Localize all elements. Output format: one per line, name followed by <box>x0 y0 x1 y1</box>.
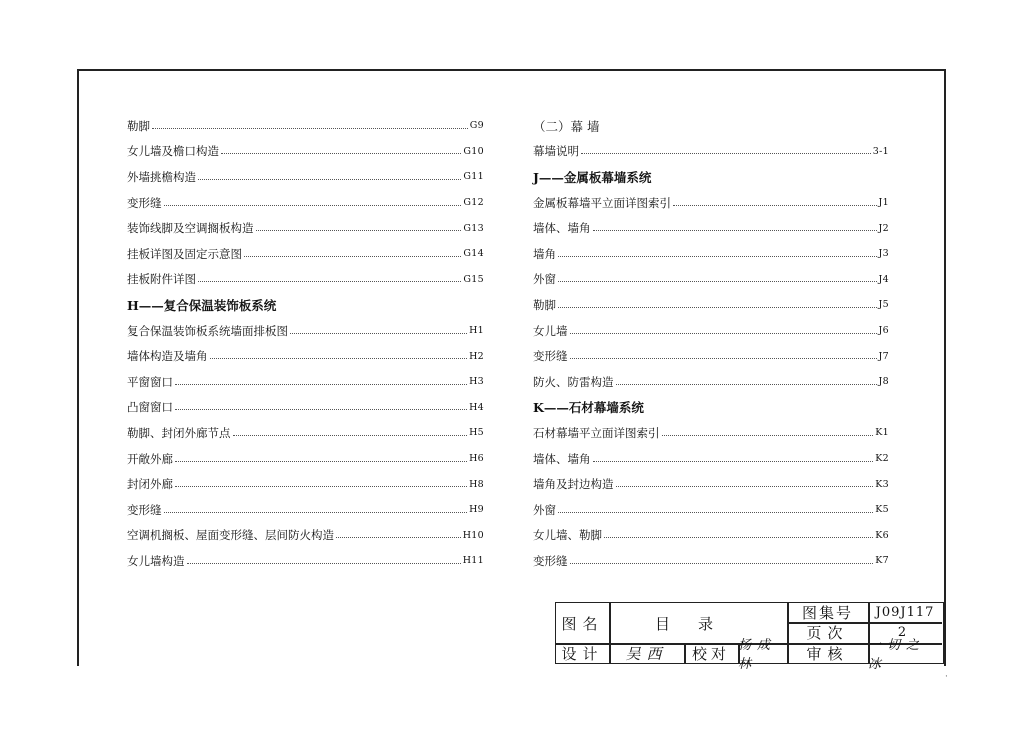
toc-entry-page: H5 <box>469 427 484 439</box>
toc-entry-title: H——复合保温装饰板系统 <box>127 297 277 313</box>
toc-entry-page: K5 <box>875 504 889 516</box>
toc-entry-page: K7 <box>875 555 889 567</box>
toc-entry-page: K1 <box>875 427 889 439</box>
toc-entry-title: 开敞外廊 <box>127 451 173 466</box>
toc-entry-title: 女儿墙 <box>533 323 568 338</box>
toc-left-column <box>127 113 484 574</box>
toc-entry <box>127 215 484 241</box>
dot-leader <box>256 229 462 231</box>
toc-entry <box>127 164 484 190</box>
toc-right-column <box>533 113 889 574</box>
toc-entry-title: 墙体、墙角 <box>533 451 591 466</box>
dot-leader <box>290 332 467 334</box>
scan-speck: · <box>945 672 948 682</box>
toc-entry-title: 金属板幕墙平立面详图索引 <box>533 195 671 210</box>
toc-entry <box>127 139 484 165</box>
toc-entry-title: J——金属板幕墙系统 <box>533 169 652 185</box>
review-label: 审核 <box>806 644 849 663</box>
page-label: 页次 <box>806 624 849 642</box>
checker-signature: 杨成林 <box>738 638 777 672</box>
toc-entry-title: 幕墙说明 <box>533 144 579 159</box>
toc-entry-page: H6 <box>469 453 484 465</box>
toc-entry-page: K2 <box>875 453 889 465</box>
toc-entry-page: H11 <box>462 555 484 567</box>
toc-entry-title: 挂板详图及固定示意图 <box>127 246 242 261</box>
toc-entry <box>533 241 889 267</box>
toc-entry-page: H9 <box>469 504 484 516</box>
toc-entry-page: G10 <box>463 145 484 157</box>
dot-leader <box>616 485 874 487</box>
toc-entry-page: J2 <box>878 222 889 234</box>
dot-leader <box>593 229 877 231</box>
toc-entry-title: 外窗 <box>533 502 556 517</box>
toc-entry-page: G9 <box>469 120 484 132</box>
check-label: 校对 <box>691 644 730 663</box>
toc-entry <box>533 420 889 446</box>
toc-entry <box>533 523 889 549</box>
toc-entry-page: G15 <box>463 273 484 285</box>
toc-entry-page: H2 <box>469 350 484 362</box>
dot-leader <box>198 280 461 282</box>
toc-entry <box>533 471 889 497</box>
toc-entry-page: H8 <box>469 478 484 490</box>
toc-entry <box>127 190 484 216</box>
toc-entry-page: H1 <box>469 325 484 337</box>
dot-leader <box>175 383 467 385</box>
dot-leader <box>581 152 871 154</box>
toc-entry-title: K——石材幕墙系统 <box>533 400 644 416</box>
toc-section-heading <box>127 292 484 318</box>
toc-entry-page: G11 <box>463 171 484 183</box>
toc-entry-page: J4 <box>878 273 889 285</box>
toc-entry-title: 变形缝 <box>127 502 162 517</box>
toc-entry-title: 封闭外廊 <box>127 477 173 492</box>
page-number: 2 <box>897 625 913 640</box>
toc-header <box>533 113 889 139</box>
toc-entry-title: 装饰线脚及空调搁板构造 <box>127 221 254 236</box>
toc-entry-page: H4 <box>469 401 484 413</box>
toc-entry <box>533 318 889 344</box>
toc-entry <box>533 343 889 369</box>
toc-entry-title: 勒脚 <box>533 297 556 312</box>
title-block <box>555 602 944 672</box>
toc-entry <box>533 190 889 216</box>
toc-entry-page: K3 <box>875 478 889 490</box>
toc-entry-title: 变形缝 <box>533 553 568 568</box>
toc-entry-title: 变形缝 <box>127 195 162 210</box>
dot-leader <box>187 562 461 564</box>
toc-entry <box>533 267 889 293</box>
dot-leader <box>175 485 467 487</box>
toc-entry-page: 3-1 <box>872 145 889 157</box>
toc-entry-title: 变形缝 <box>533 349 568 364</box>
dot-leader <box>604 536 873 538</box>
toc-entry-page: J5 <box>878 299 889 311</box>
dot-leader <box>616 383 877 385</box>
dot-leader <box>233 434 468 436</box>
toc-entry <box>127 113 484 139</box>
dot-leader <box>210 357 468 359</box>
toc-entry <box>127 395 484 421</box>
toc-entry <box>127 446 484 472</box>
toc-entry-page: J6 <box>878 325 889 337</box>
dot-leader <box>244 255 461 257</box>
toc-entry <box>127 523 484 549</box>
toc-entry <box>533 446 889 472</box>
toc-entry-title: 女儿墙及檐口构造 <box>127 144 219 159</box>
atlas-number: J09J117 <box>875 605 935 620</box>
toc-entry-page: K6 <box>875 529 889 541</box>
toc-entry-page: G12 <box>463 197 484 209</box>
toc-entry <box>127 420 484 446</box>
toc-entry <box>127 548 484 574</box>
toc-entry-page: J7 <box>878 350 889 362</box>
dot-leader <box>152 127 468 129</box>
dot-leader <box>570 357 877 359</box>
toc-entry <box>127 318 484 344</box>
toc-entry-page: J1 <box>878 197 889 209</box>
dot-leader <box>175 408 467 410</box>
dot-leader <box>175 460 467 462</box>
toc-entry-page: J3 <box>878 248 889 260</box>
toc-entry-title: 石材幕墙平立面详图索引 <box>533 425 660 440</box>
dot-leader <box>593 460 874 462</box>
dot-leader <box>570 562 874 564</box>
reviewer-signature: 一切之冰 <box>868 638 926 672</box>
dot-leader <box>336 536 461 538</box>
toc-entry-title: 墙体构造及墙角 <box>127 349 208 364</box>
dot-leader <box>558 511 873 513</box>
toc-entry-title: 凸窗窗口 <box>127 400 173 415</box>
drawing-name-label: 图名 <box>561 614 604 633</box>
dot-leader <box>673 204 877 206</box>
drawing-name: 目录 <box>654 614 741 633</box>
toc-entry-title: 防火、防雷构造 <box>533 374 614 389</box>
toc-entry <box>533 292 889 318</box>
toc-entry-title: 女儿墙构造 <box>127 553 185 568</box>
toc-entry-page: H3 <box>469 376 484 388</box>
toc-entry-page: G14 <box>463 248 484 260</box>
toc-entry-page: G13 <box>463 222 484 234</box>
toc-entry-title: 勒脚、封闭外廊节点 <box>127 425 231 440</box>
toc-entry-page: H10 <box>462 529 484 541</box>
designer-signature: 吴西 <box>625 644 668 663</box>
dot-leader <box>164 511 468 513</box>
toc-entry <box>533 369 889 395</box>
toc-entry <box>127 369 484 395</box>
toc-entry <box>127 343 484 369</box>
toc-entry-title: 墙体、墙角 <box>533 221 591 236</box>
toc-entry <box>533 139 889 165</box>
toc-entry-title: 外墙挑檐构造 <box>127 169 196 184</box>
toc-entry-title: 平窗窗口 <box>127 374 173 389</box>
toc-entry <box>127 471 484 497</box>
design-label: 设计 <box>561 644 604 663</box>
toc-entry <box>533 215 889 241</box>
dot-leader <box>198 178 461 180</box>
toc-entry <box>533 548 889 574</box>
toc-entry-page: J8 <box>878 376 889 388</box>
toc-entry-title: 挂板附件详图 <box>127 272 196 287</box>
toc-section-heading <box>533 164 889 190</box>
toc-entry-title: 复合保温装饰板系统墙面排板图 <box>127 323 288 338</box>
toc-entry <box>533 497 889 523</box>
toc-entry-title: 女儿墙、勒脚 <box>533 528 602 543</box>
dot-leader <box>570 332 877 334</box>
toc-entry-title: 空调机搁板、屋面变形缝、层间防火构造 <box>127 528 334 543</box>
dot-leader <box>558 306 877 308</box>
toc-section-heading <box>533 395 889 421</box>
toc-entry <box>127 267 484 293</box>
dot-leader <box>558 255 877 257</box>
toc-entry <box>127 497 484 523</box>
dot-leader <box>558 280 877 282</box>
toc-entry <box>127 241 484 267</box>
toc-entry-title: 外窗 <box>533 272 556 287</box>
dot-leader <box>662 434 874 436</box>
toc-entry-title: 勒脚 <box>127 118 150 133</box>
dot-leader <box>164 204 462 206</box>
toc-entry-title: 墙角 <box>533 246 556 261</box>
toc-entry-title: 墙角及封边构造 <box>533 477 614 492</box>
atlas-number-label: 图集号 <box>801 604 853 622</box>
toc-entry-title: （二）幕 墙 <box>533 118 600 134</box>
dot-leader <box>221 152 461 154</box>
